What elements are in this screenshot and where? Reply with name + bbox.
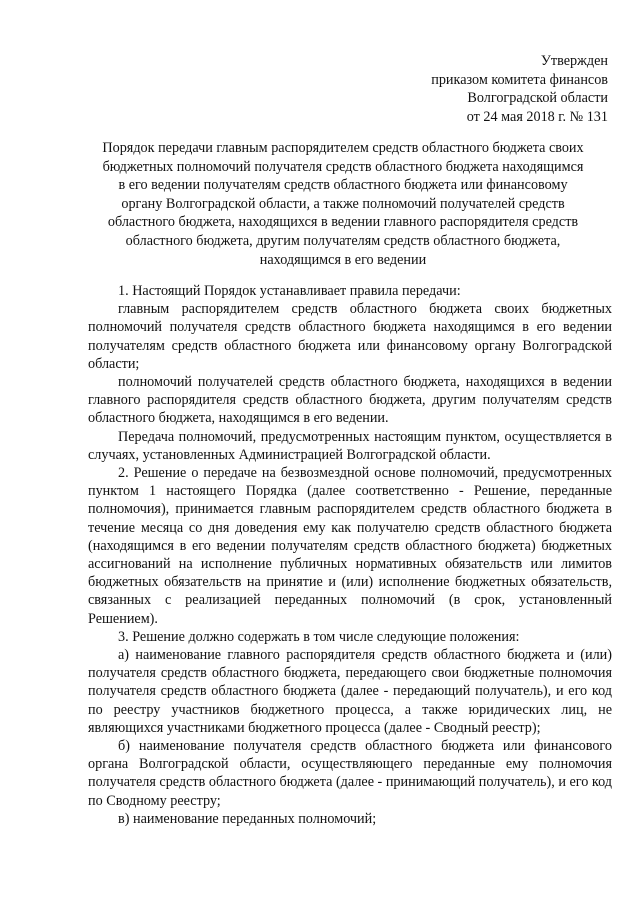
- title-line: находящимся в его ведении: [259, 251, 427, 268]
- paragraph: полномочий получателей средств областного бюджета, находящихся в ведении главного распорядителя средств областного бюджета, другим получателям средств областного бюджета, находящимся в его ведении.: [88, 374, 612, 427]
- title-line: органу Волгоградской области, а также полномочий получателей средств: [121, 195, 565, 212]
- paragraph: а) наименование главного распорядителя средств областного бюджета и (или) получателя средств областного бюджета, передающего свои бюджетные полномочия получателя средств областного бюджета (далее - передающий получатель), и его код по реестру участников бюджетного процесса, а также юридических лиц, не являющихся участниками бюджетного процесса (далее - Сводный реестр);: [88, 647, 612, 736]
- approval-line: Утвержден: [540, 53, 608, 69]
- paragraph: 2. Решение о передаче на безвозмездной основе полномочий, предусмотренных пунктом 1 настоящего Порядка (далее соответственно - Решение, переданные полномочия), принимается главным распорядителем средств областного бюджета в течение месяца со дня доведения ему как получателю средств областного бюджета (находящимся в его ведении получателям средств областного бюджета) бюджетных ассигнований на исполнение публичных нормативных обязательств или лимитов бюджетных обязательств на принятие и (или) исполнение бюджетных обязательств, связанных с реализацией переданных полномочий (в срок, установленный Решением).: [88, 465, 612, 627]
- document-title: [74, 139, 612, 269]
- paragraph: 1. Настоящий Порядок устанавливает правила передачи:: [118, 283, 461, 299]
- approval-line: приказом комитета финансов: [431, 71, 608, 88]
- paragraph: в) наименование переданных полномочий;: [118, 810, 377, 827]
- document-body: [88, 282, 612, 828]
- approval-stamp: [431, 52, 608, 126]
- title-line: областного бюджета, находящихся в ведении главного распорядителя средств: [107, 214, 579, 231]
- paragraph: 3. Решение должно содержать в том числе следующие положения:: [118, 628, 520, 645]
- title-line: бюджетных полномочий получателя средств областного бюджета находящимся: [102, 158, 584, 175]
- title-line: в его ведении получателям средств областного бюджета или финансовому: [118, 177, 568, 194]
- approval-line: Волгоградской области: [467, 90, 608, 107]
- title-line: Порядок передачи главным распорядителем средств областного бюджета своих: [102, 140, 584, 156]
- title-line: областного бюджета, другим получателям средств областного бюджета,: [125, 232, 561, 249]
- paragraph: Передача полномочий, предусмотренных настоящим пунктом, осуществляется в случаях, установленных Администрацией Волгоградской области.: [88, 428, 612, 463]
- approval-line: от 24 мая 2018 г. № 131: [466, 108, 608, 125]
- paragraph: главным распорядителем средств областного бюджета своих бюджетных полномочий получателя средств областного бюджета находящимся в его ведении получателям средств областного бюджета или финансовому органу Волгоградской области;: [88, 301, 612, 372]
- paragraph: б) наименование получателя средств областного бюджета или финансового органа Волгоградской области, осуществляющего переданные ему полномочия получателя средств областного бюджета (далее - принимающий получатель), и его код по Сводному реестру;: [88, 738, 612, 809]
